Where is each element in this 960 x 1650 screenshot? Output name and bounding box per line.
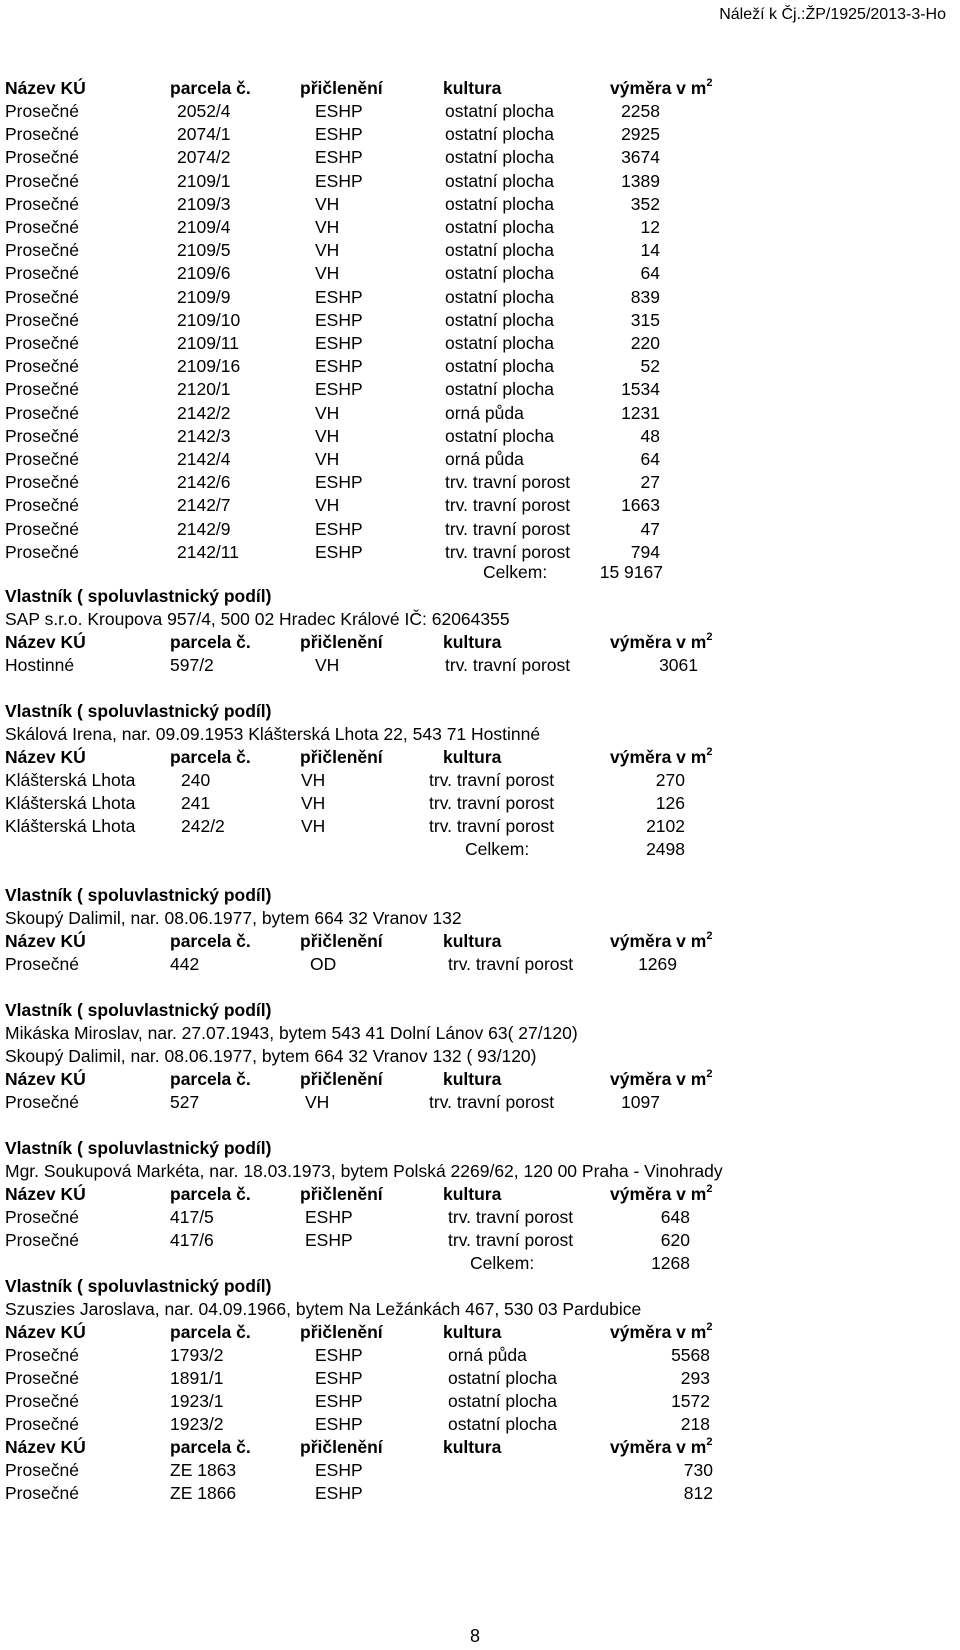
owner-name-text: Skoupý Dalimil, nar. 08.06.1977, bytem 664 32 Vranov 132 ( 93/120)	[5, 1046, 537, 1066]
cell-ku: Prosečné	[5, 1414, 79, 1434]
cell-prileneni: VH	[315, 193, 340, 214]
owner-heading-text: Vlastník ( spoluvlastnický podíl)	[5, 1138, 272, 1158]
col-header-vymera-text: výměra v m	[610, 1437, 707, 1457]
total-label: Celkem:	[483, 562, 548, 582]
cell-ku: Prosečné	[5, 1391, 79, 1411]
cell-vymera: 5568	[671, 1345, 710, 1365]
cell-ku: Prosečné	[5, 147, 79, 168]
col-header-vymera-text: výměra v m	[610, 1184, 707, 1204]
cell-parcela: 442	[170, 954, 200, 974]
cell-prileneni: ESHP	[315, 518, 363, 539]
cell-ku: Prosečné	[5, 472, 79, 493]
cell-kultura: orná půda	[445, 449, 524, 469]
col-header-kultura: kultura	[443, 747, 502, 767]
col-header-ku: Název KÚ	[5, 78, 86, 98]
cell-vymera: 1389	[621, 170, 660, 191]
cell-vymera: 1663	[621, 495, 660, 516]
cell-prileneni: VH	[315, 240, 340, 261]
cell-parcela: 2109/9	[177, 286, 231, 307]
cell-prileneni: VH	[301, 816, 326, 836]
col-header-vymera-text: výměra v m	[610, 931, 707, 951]
cell-prileneni: ESHP	[315, 541, 363, 562]
col-header-ku: Název KÚ	[5, 632, 86, 652]
cell-prileneni: ESHP	[315, 101, 363, 121]
col-header-prileneni: přičlenění	[300, 747, 383, 767]
cell-parcela: 2142/9	[177, 518, 231, 539]
cell-ku: Prosečné	[5, 425, 79, 446]
col-header-parcela: parcela č.	[170, 931, 251, 951]
cell-prileneni: VH	[305, 1092, 330, 1112]
cell-parcela: 1923/1	[170, 1391, 224, 1411]
total-value: 2498	[646, 839, 685, 859]
cell-kultura: trv. travní porost	[448, 1230, 574, 1250]
cell-prileneni: ESHP	[315, 356, 363, 377]
col-header-ku: Název KÚ	[5, 1437, 86, 1457]
cell-kultura: trv. travní porost	[445, 472, 571, 493]
cell-parcela: 2109/10	[177, 309, 241, 330]
col-header-kultura: kultura	[443, 78, 502, 98]
cell-vymera: 794	[630, 541, 660, 562]
cell-ku: Prosečné	[5, 541, 79, 562]
owner-heading-text: Vlastník ( spoluvlastnický podíl)	[5, 885, 272, 905]
cell-parcela: 2109/5	[177, 240, 231, 261]
col-header-ku: Název KÚ	[5, 1069, 86, 1089]
col-header-prileneni: přičlenění	[300, 1184, 383, 1204]
cell-kultura: ostatní plocha	[445, 309, 554, 330]
col-header-kultura: kultura	[443, 1069, 502, 1089]
owner-heading-text: Vlastník ( spoluvlastnický podíl)	[5, 701, 272, 721]
cell-kultura: trv. travní porost	[429, 816, 555, 836]
col-header-kultura: kultura	[443, 1184, 502, 1204]
cell-ku: Prosečné	[5, 402, 79, 423]
col-header-prileneni: přičlenění	[300, 1437, 383, 1457]
cell-ku: Prosečné	[5, 1230, 79, 1250]
owner-name-text: Mgr. Soukupová Markéta, nar. 18.03.1973, bytem Polská 2269/62, 120 00 Praha - Vinohrady	[5, 1161, 723, 1181]
cell-parcela: 241	[181, 793, 211, 813]
owner-name-text: Szuszies Jaroslava, nar. 04.09.1966, bytem Na Ležánkách 467, 530 03 Pardubice	[5, 1299, 642, 1319]
cell-kultura: ostatní plocha	[448, 1368, 557, 1388]
cell-prileneni: VH	[315, 495, 340, 516]
cell-parcela: 2142/11	[177, 541, 239, 562]
cell-ku: Prosečné	[5, 518, 79, 539]
col-header-prileneni: přičlenění	[300, 931, 383, 951]
cell-ku: Prosečné	[5, 495, 79, 516]
cell-parcela: 417/6	[170, 1230, 214, 1250]
cell-vymera: 12	[640, 217, 660, 237]
cell-kultura: trv. travní porost	[445, 518, 571, 539]
cell-kultura: trv. travní porost	[445, 541, 571, 562]
cell-ku: Prosečné	[5, 379, 79, 400]
cell-vymera: 812	[683, 1483, 713, 1503]
col-header-kultura: kultura	[443, 632, 502, 652]
cell-parcela: 2142/2	[177, 402, 231, 423]
cell-vymera: 2258	[621, 101, 660, 121]
cell-ku: Klášterská Lhota	[5, 793, 136, 813]
cell-vymera: 220	[630, 333, 660, 353]
col-header-vymera-unit-sup: 2	[706, 930, 713, 943]
cell-prileneni: VH	[301, 770, 326, 790]
cell-prileneni: ESHP	[315, 333, 363, 353]
cell-parcela: 2109/16	[177, 356, 241, 377]
cell-vymera: 64	[640, 263, 660, 284]
col-header-vymera-unit-sup: 2	[706, 1183, 713, 1196]
col-header-vymera-unit-sup: 2	[706, 631, 713, 644]
cell-vymera: 1269	[638, 954, 677, 974]
cell-ku: Prosečné	[5, 449, 79, 469]
cell-prileneni: VH	[315, 217, 340, 237]
page-number: 8	[470, 1626, 481, 1646]
owner-name-text: Skálová Irena, nar. 09.09.1953 Klášterská Lhota 22, 543 71 Hostinné	[5, 724, 541, 744]
cell-parcela: 2109/6	[177, 263, 231, 284]
col-header-vymera-text: výměra v m	[610, 1069, 707, 1089]
cell-kultura: orná půda	[445, 402, 524, 423]
cell-ku: Prosečné	[5, 101, 79, 121]
cell-ku: Prosečné	[5, 1483, 79, 1503]
cell-parcela: 2109/3	[177, 193, 231, 214]
cell-parcela: 417/5	[170, 1207, 214, 1227]
col-header-vymera-text: výměra v m	[610, 78, 707, 98]
col-header-ku: Název KÚ	[5, 747, 86, 767]
col-header-vymera	[610, 1320, 712, 1344]
cell-parcela: 2142/7	[177, 495, 231, 516]
cell-parcela: 240	[181, 770, 211, 790]
col-header-vymera	[610, 1067, 712, 1091]
cell-ku: Prosečné	[5, 333, 79, 353]
cell-ku: Prosečné	[5, 286, 79, 307]
col-header-kultura: kultura	[443, 931, 502, 951]
cell-ku: Prosečné	[5, 1092, 79, 1112]
cell-prileneni: VH	[301, 793, 326, 813]
owner-name-text: SAP s.r.o. Kroupova 957/4, 500 02 Hradec Králové IČ: 62064355	[5, 609, 510, 629]
cell-vymera: 2925	[621, 124, 660, 145]
cell-parcela: 1793/2	[170, 1345, 224, 1365]
cell-vymera: 218	[680, 1414, 710, 1434]
col-header-kultura: kultura	[443, 1437, 502, 1457]
cell-parcela: ZE 1866	[170, 1483, 237, 1503]
cell-prileneni: ESHP	[315, 124, 363, 145]
cell-vymera: 1572	[671, 1391, 710, 1411]
owner-name-text: Mikáska Miroslav, nar. 27.07.1943, bytem 543 41 Dolní Lánov 63( 27/120)	[5, 1023, 578, 1043]
cell-kultura: ostatní plocha	[448, 1391, 557, 1411]
cell-parcela: 2109/4	[177, 217, 231, 237]
col-header-vymera	[610, 630, 712, 654]
cell-prileneni: ESHP	[315, 1368, 363, 1388]
col-header-parcela: parcela č.	[170, 78, 251, 98]
col-header-parcela: parcela č.	[170, 1069, 251, 1089]
cell-ku: Prosečné	[5, 954, 79, 974]
cell-kultura: trv. travní porost	[429, 793, 555, 813]
col-header-vymera-text: výměra v m	[610, 747, 707, 767]
cell-ku: Prosečné	[5, 124, 79, 145]
col-header-prileneni: přičlenění	[300, 632, 383, 652]
cell-kultura: ostatní plocha	[445, 379, 554, 400]
cell-parcela: 2052/4	[177, 101, 231, 121]
cell-parcela: 2109/11	[177, 333, 239, 353]
col-header-vymera-unit-sup: 2	[706, 77, 713, 90]
cell-parcela: 2142/4	[177, 449, 231, 469]
cell-ku: Prosečné	[5, 170, 79, 191]
cell-ku: Prosečné	[5, 1460, 79, 1480]
owner-heading-text: Vlastník ( spoluvlastnický podíl)	[5, 586, 272, 606]
cell-kultura: ostatní plocha	[448, 1414, 557, 1434]
cell-vymera: 1231	[621, 402, 660, 423]
cell-prileneni: VH	[315, 449, 340, 469]
col-header-ku: Název KÚ	[5, 931, 86, 951]
cell-prileneni: ESHP	[315, 309, 363, 330]
cell-parcela: 2074/2	[177, 147, 231, 168]
col-header-vymera	[610, 1182, 712, 1206]
cell-ku: Hostinné	[5, 655, 75, 675]
cell-parcela: 2109/1	[177, 170, 231, 191]
cell-kultura: trv. travní porost	[448, 954, 574, 974]
cell-parcela: 527	[170, 1092, 200, 1112]
cell-prileneni: ESHP	[315, 1391, 363, 1411]
cell-kultura: trv. travní porost	[429, 770, 555, 790]
col-header-ku: Název KÚ	[5, 1322, 86, 1342]
cell-vymera: 47	[640, 518, 660, 539]
cell-kultura: ostatní plocha	[445, 286, 554, 307]
cell-prileneni: ESHP	[305, 1230, 353, 1250]
cell-ku: Prosečné	[5, 263, 79, 284]
cell-prileneni: ESHP	[315, 286, 363, 307]
cell-vymera: 1534	[621, 379, 660, 400]
cell-ku: Prosečné	[5, 1368, 79, 1388]
col-header-vymera	[610, 1435, 712, 1459]
cell-vymera: 3674	[621, 147, 660, 168]
cell-kultura: ostatní plocha	[445, 240, 554, 261]
col-header-parcela: parcela č.	[170, 1322, 251, 1342]
cell-vymera: 64	[640, 449, 660, 469]
cell-kultura: ostatní plocha	[445, 147, 554, 168]
total-label: Celkem:	[470, 1253, 535, 1273]
cell-vymera: 27	[640, 472, 660, 493]
cell-kultura: ostatní plocha	[445, 263, 554, 284]
col-header-prileneni: přičlenění	[300, 1069, 383, 1089]
col-header-parcela: parcela č.	[170, 1437, 251, 1457]
cell-parcela: 597/2	[170, 655, 214, 675]
cell-ku: Klášterská Lhota	[5, 816, 136, 836]
cell-vymera: 730	[683, 1460, 713, 1480]
cell-kultura: ostatní plocha	[445, 124, 554, 145]
cell-kultura: ostatní plocha	[445, 217, 554, 237]
cell-kultura: orná půda	[448, 1345, 527, 1365]
cell-kultura: trv. travní porost	[429, 1092, 555, 1112]
cell-prileneni: VH	[315, 263, 340, 284]
cell-kultura: ostatní plocha	[445, 425, 554, 446]
cell-vymera: 3061	[659, 655, 698, 675]
col-header-vymera-unit-sup: 2	[706, 1321, 713, 1334]
cell-vymera: 1097	[621, 1092, 660, 1112]
cell-prileneni: ESHP	[315, 379, 363, 400]
col-header-parcela: parcela č.	[170, 1184, 251, 1204]
cell-prileneni: VH	[315, 655, 340, 675]
cell-prileneni: ESHP	[315, 170, 363, 191]
col-header-prileneni: přičlenění	[300, 78, 383, 98]
cell-vymera: 620	[660, 1230, 690, 1250]
cell-prileneni: ESHP	[315, 1460, 363, 1480]
total-value: 1268	[651, 1253, 690, 1273]
col-header-kultura: kultura	[443, 1322, 502, 1342]
cell-kultura: ostatní plocha	[445, 101, 554, 121]
col-header-parcela: parcela č.	[170, 747, 251, 767]
col-header-prileneni: přičlenění	[300, 1322, 383, 1342]
cell-vymera: 648	[660, 1207, 690, 1227]
owner-name-text: Skoupý Dalimil, nar. 08.06.1977, bytem 664 32 Vranov 132	[5, 908, 462, 928]
cell-kultura: trv. travní porost	[448, 1207, 574, 1227]
cell-parcela: 2142/6	[177, 472, 231, 493]
cell-ku: Prosečné	[5, 356, 79, 377]
col-header-ku: Název KÚ	[5, 1184, 86, 1204]
cell-parcela: 2142/3	[177, 425, 231, 446]
reference-number: Náleží k Čj.:ŽP/1925/2013-3-Ho	[719, 6, 946, 23]
cell-vymera: 126	[655, 793, 685, 813]
cell-prileneni: VH	[315, 402, 340, 423]
cell-vymera: 352	[630, 193, 660, 214]
cell-parcela: 1923/2	[170, 1414, 224, 1434]
cell-vymera: 48	[640, 425, 660, 446]
cell-vymera: 315	[630, 309, 660, 330]
col-header-vymera	[610, 76, 712, 100]
cell-prileneni: VH	[315, 425, 340, 446]
cell-prileneni: ESHP	[315, 1345, 363, 1365]
cell-vymera: 52	[640, 356, 660, 377]
cell-prileneni: ESHP	[315, 1483, 363, 1503]
cell-ku: Prosečné	[5, 1345, 79, 1365]
cell-ku: Prosečné	[5, 217, 79, 237]
cell-kultura: ostatní plocha	[445, 170, 554, 191]
col-header-vymera-text: výměra v m	[610, 1322, 707, 1342]
cell-prileneni: ESHP	[315, 147, 363, 168]
cell-vymera: 839	[630, 286, 660, 307]
cell-vymera: 14	[640, 240, 660, 261]
owner-heading-text: Vlastník ( spoluvlastnický podíl)	[5, 1276, 272, 1296]
cell-prileneni: ESHP	[305, 1207, 353, 1227]
col-header-vymera-unit-sup: 2	[706, 1436, 713, 1449]
col-header-parcela: parcela č.	[170, 632, 251, 652]
cell-kultura: ostatní plocha	[445, 333, 554, 353]
cell-kultura: ostatní plocha	[445, 193, 554, 214]
col-header-vymera	[610, 929, 712, 953]
cell-vymera: 270	[655, 770, 685, 790]
cell-ku: Prosečné	[5, 240, 79, 261]
cell-prileneni: OD	[310, 954, 337, 974]
cell-parcela: 2074/1	[177, 124, 231, 145]
col-header-vymera	[610, 745, 712, 769]
cell-parcela: ZE 1863	[170, 1460, 237, 1480]
cell-parcela: 1891/1	[170, 1368, 224, 1388]
cell-ku: Prosečné	[5, 193, 79, 214]
cell-kultura: trv. travní porost	[445, 655, 571, 675]
col-header-vymera-unit-sup: 2	[706, 1068, 713, 1081]
cell-ku: Prosečné	[5, 309, 79, 330]
cell-ku: Prosečné	[5, 1207, 79, 1227]
owner-heading-text: Vlastník ( spoluvlastnický podíl)	[5, 1000, 272, 1020]
cell-ku: Klášterská Lhota	[5, 770, 136, 790]
cell-vymera: 293	[680, 1368, 710, 1388]
total-value: 15 9167	[599, 562, 663, 582]
cell-kultura: trv. travní porost	[445, 495, 571, 516]
cell-prileneni: ESHP	[315, 472, 363, 493]
cell-kultura: ostatní plocha	[445, 356, 554, 377]
cell-parcela: 2120/1	[177, 379, 231, 400]
total-label: Celkem:	[465, 839, 530, 859]
cell-prileneni: ESHP	[315, 1414, 363, 1434]
col-header-vymera-unit-sup: 2	[706, 746, 713, 759]
col-header-vymera-text: výměra v m	[610, 632, 707, 652]
cell-vymera: 2102	[646, 816, 685, 836]
cell-parcela: 242/2	[181, 816, 225, 836]
